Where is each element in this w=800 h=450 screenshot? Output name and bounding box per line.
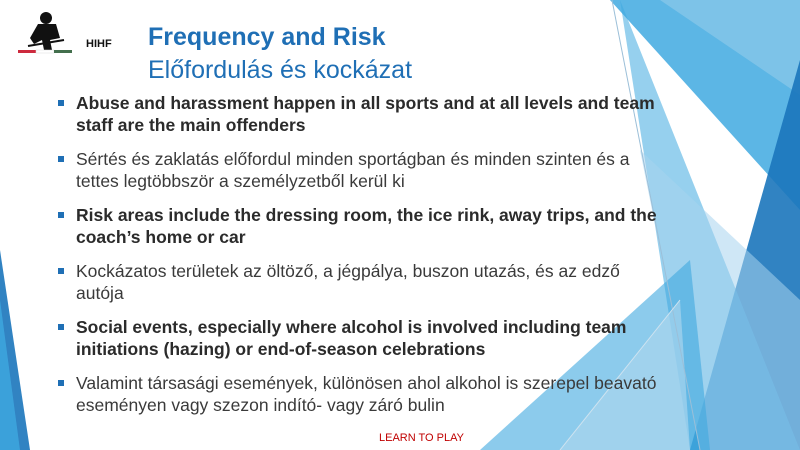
slide-title: Frequency and Risk (148, 23, 386, 51)
bullet-item (58, 148, 658, 192)
bullet-item (58, 204, 658, 248)
hihf-logo (16, 10, 116, 56)
slide-subtitle: Előfordulás és kockázat (148, 56, 413, 84)
bullet-text: Social events, especially where alcohol is involved including team initiations (hazing) or end-of-season celebrations (76, 317, 627, 359)
bullet-text: Abuse and harassment happen in all sports and at all levels and team staff are the main offenders (76, 93, 655, 135)
bullet-marker-icon (58, 100, 64, 106)
bullet-item (58, 316, 658, 360)
bullet-marker-icon (58, 380, 64, 386)
bullet-item (58, 372, 658, 416)
bullet-list (58, 92, 658, 428)
bullet-marker-icon (58, 156, 64, 162)
bullet-marker-icon (58, 212, 64, 218)
bullet-text: Risk areas include the dressing room, the ice rink, away trips, and the coach’s home or car (76, 205, 657, 247)
bullet-text: Sértés és zaklatás előfordul minden sportágban és minden szinten és a tettes legtöbbször a személyzetből kerül ki (76, 149, 630, 191)
bullet-marker-icon (58, 268, 64, 274)
bullet-text: Valamint társasági események, különösen ahol alkohol is szerepel beavató eseményen vagy szezon indító- vagy záró bulin (76, 373, 657, 415)
footer-label: LEARN TO PLAY (379, 432, 464, 444)
bullet-marker-icon (58, 324, 64, 330)
bullet-item (58, 260, 658, 304)
bullet-item (58, 92, 658, 136)
logo-text: HIHF (86, 38, 112, 50)
hockey-player-icon (16, 10, 76, 56)
bullet-text: Kockázatos területek az öltöző, a jégpálya, buszon utazás, és az edző autója (76, 261, 620, 303)
